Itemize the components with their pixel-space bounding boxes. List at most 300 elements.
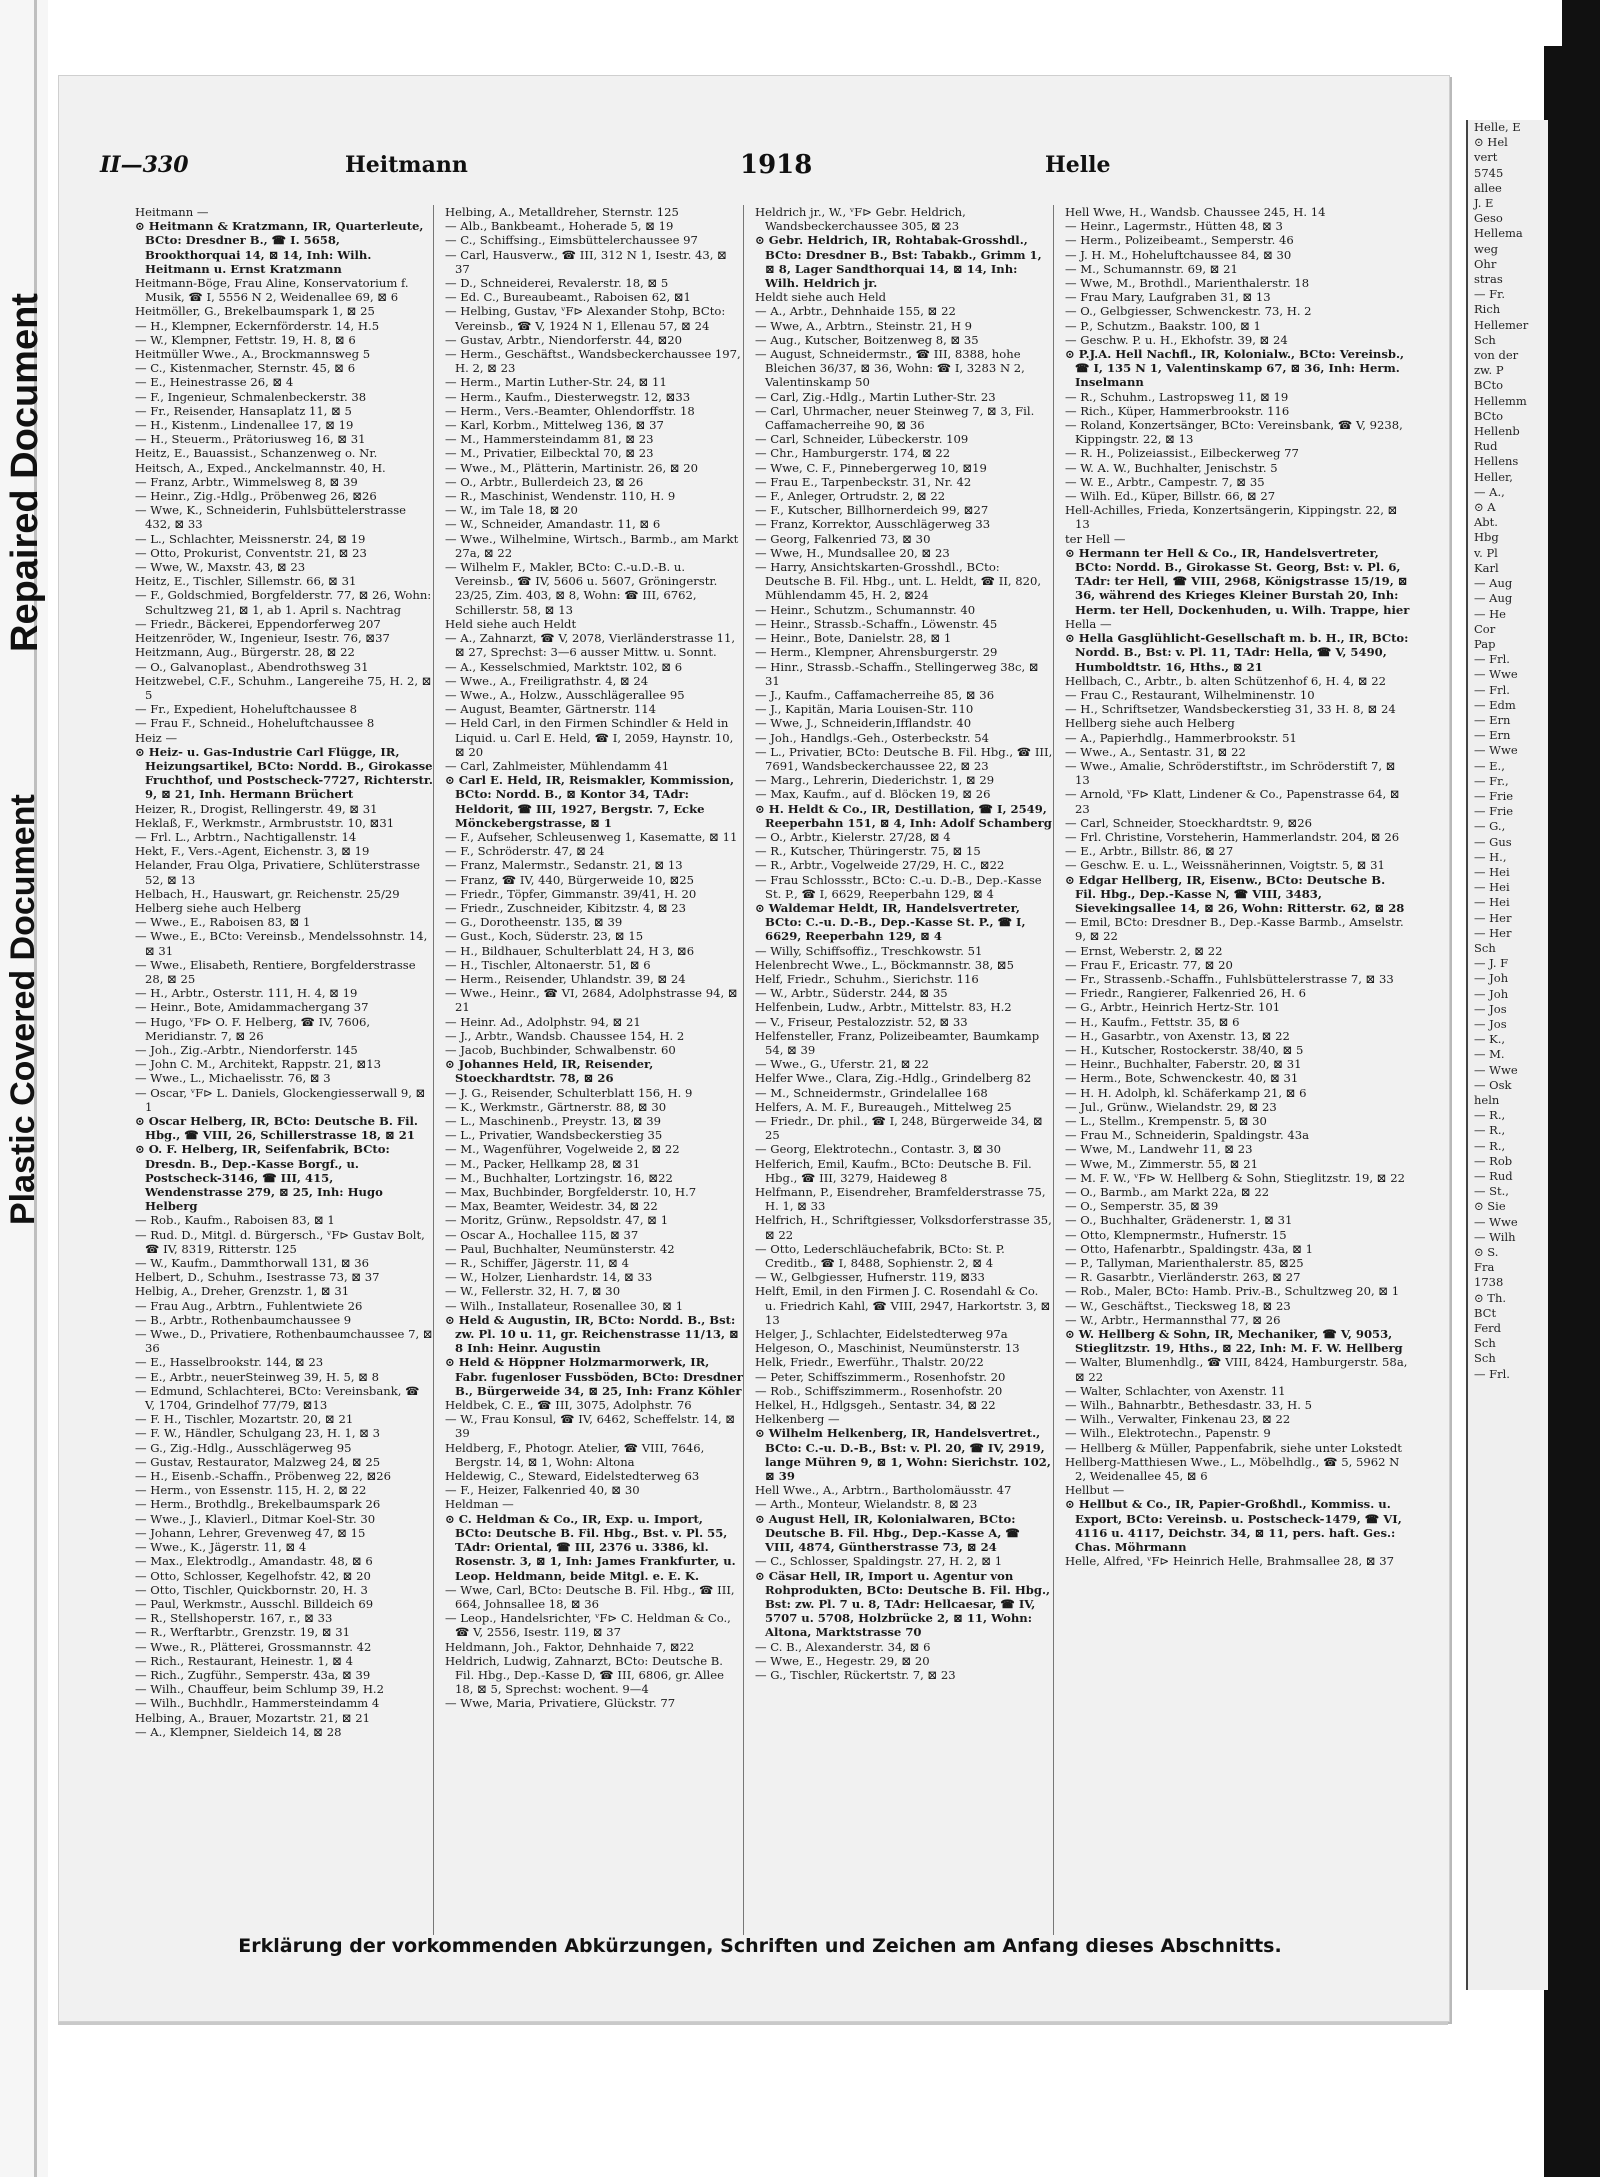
directory-entry: — O., Barmb., am Markt 22a, ⊠ 22	[1065, 1185, 1270, 1200]
directory-entry: — Frau E., Tarpenbeckstr. 31, Nr. 42	[755, 474, 972, 489]
directory-entry: — C. B., Alexanderstr. 34, ⊠ 6	[755, 1639, 931, 1654]
directory-entry: — E., Hasselbrookstr. 144, ⊠ 23	[135, 1355, 324, 1370]
directory-entry: Heitmann —	[135, 205, 209, 219]
directory-entry: — Wwe, K., Schneiderin, Fuhlsbüttelerstrasse 432, ⊠ 33	[135, 503, 407, 532]
directory-entry: — F., Kutscher, Billhornerdeich 99, ⊠27	[755, 503, 989, 518]
directory-entry: — P., Tallyman, Marienthalerstr. 85, ⊠25	[1065, 1256, 1304, 1271]
fragment-line: Karl	[1474, 560, 1499, 575]
directory-entry: ⊙ Oscar Helberg, IR, BCto: Deutsche B. Fil. Hbg., ☎ VIII, 26, Schillerstrasse 18, ⊠ 21	[135, 1114, 418, 1143]
directory-entry: Heldbek, C. E., ☎ III, 3075, Adolphstr. 76	[445, 1398, 692, 1413]
directory-entry: — Jacob, Buchbinder, Schwalbenstr. 60	[445, 1042, 676, 1057]
directory-entry: — R. H., Polizeiassist., Eilbeckerweg 77	[1065, 446, 1299, 461]
directory-entry: — H., Tischler, Altonaerstr. 51, ⊠ 6	[445, 957, 651, 972]
directory-entry: ⊙ Waldemar Heldt, IR, Handelsvertreter, BCto: C.-u. D.-B., Dep.-Kasse St. P., ☎ I, 6629, Reeperbahn 129, ⊠ 4	[755, 900, 1026, 944]
directory-entry: — E., Arbtr., neuerSteinweg 39, H. 5, ⊠ 8	[135, 1369, 379, 1384]
fragment-line: — Frie	[1474, 788, 1514, 803]
directory-entry: — M., Schneidermstr., Grindelallee 168	[755, 1085, 988, 1100]
directory-entry: — W., Fellerstr. 32, H. 7, ⊠ 30	[445, 1284, 621, 1299]
header-right-keyword: Helle	[1045, 152, 1111, 178]
directory-entry: ⊙ Held & Höppner Holzmarmorwerk, IR, Fabr. fugenloser Fussböden, BCto: Dresdner B., Bürgerweide 34, ⊠ 25, Inh: Franz Köhler	[445, 1355, 743, 1398]
directory-entry: — M., Wagenführer, Vogelweide 2, ⊠ 22	[445, 1142, 680, 1157]
directory-entry: — Franz, Malermstr., Sedanstr. 21, ⊠ 13	[445, 858, 683, 873]
directory-entry: — Max., Elektrodlg., Amandastr. 48, ⊠ 6	[135, 1554, 373, 1569]
directory-entry: Hellbach, C., Arbtr., b. alten Schützenhof 6, H. 4, ⊠ 22	[1065, 673, 1386, 688]
directory-entry: Helgeson, O., Maschinist, Neumünsterstr. 13	[755, 1341, 1020, 1356]
directory-entry: — W., Arbtr., Hermannsthal 77, ⊠ 26	[1065, 1312, 1281, 1327]
fragment-line: — St.,	[1474, 1184, 1509, 1199]
directory-entry: — R., Arbtr., Vogelweide 27/29, H. C., ⊠22	[755, 858, 1005, 873]
directory-entry: — Carl, Zahlmeister, Mühlendamm 41	[445, 758, 670, 773]
directory-entry: — W., Klempner, Fettstr. 19, H. 8, ⊠ 6	[135, 332, 356, 347]
directory-entry: — Frau C., Restaurant, Wilhelminenstr. 10	[1065, 687, 1315, 702]
directory-entry: — L., Schlachter, Meissnerstr. 24, ⊠ 19	[135, 531, 366, 546]
fragment-line: — Wwe	[1474, 1062, 1518, 1077]
directory-entry: — L., Privatier, Wandsbeckerstieg 35	[445, 1128, 663, 1143]
directory-entry: — Fr., Expedient, Hoheluftchaussee 8	[135, 702, 357, 717]
scan-dark-edge	[1544, 46, 1600, 2177]
directory-entry: Heldberg, F., Photogr. Atelier, ☎ VIII, 7646, Bergstr. 14, ⊠ 1, Wohn: Altona	[445, 1440, 705, 1469]
directory-entry: — M., Schumannstr. 69, ⊠ 21	[1065, 261, 1238, 276]
directory-entry: — Franz, ☎ IV, 440, Bürgerweide 10, ⊠25	[445, 872, 695, 887]
directory-entry: — Ernst, Weberstr. 2, ⊠ 22	[1065, 943, 1223, 958]
directory-entry: Heldman —	[445, 1497, 514, 1512]
directory-entry: — W., Arbtr., Süderstr. 244, ⊠ 35	[755, 986, 948, 1001]
directory-entry: — Leop., Handelsrichter, ᵛF⊳ C. Heldman & Co., ☎ V, 2556, Isestr. 119, ⊠ 37	[445, 1611, 731, 1640]
directory-entry: — Carl, Uhrmacher, neuer Steinweg 7, ⊠ 3, Fil. Caffamacherreihe 90, ⊠ 36	[755, 403, 1035, 433]
fragment-line: Hellenb	[1474, 424, 1520, 439]
directory-entry: Heitsch, A., Exped., Anckelmannstr. 40, H.	[135, 460, 386, 475]
fragment-line: — Her	[1474, 925, 1512, 940]
directory-entry: Helfensteller, Franz, Polizeibeamter, Baumkamp 54, ⊠ 39	[755, 1028, 1040, 1057]
directory-entry: — H., Kistenm., Lindenallee 17, ⊠ 19	[135, 418, 354, 433]
fragment-line: 5745	[1474, 165, 1504, 180]
directory-entry: — O., Semperstr. 35, ⊠ 39	[1065, 1199, 1219, 1214]
directory-entry: — O., Gelbgiesser, Schwenckestr. 73, H. 2	[1065, 304, 1312, 319]
directory-entry: ⊙ Johannes Held, IR, Reisender, Stoeckhardtstr. 78, ⊠ 26	[445, 1057, 654, 1086]
directory-entry: — Heinr., Lagermstr., Hütten 48, ⊠ 3	[1065, 219, 1283, 234]
directory-entry: — Otto, Klempnermstr., Hufnerstr. 15	[1065, 1227, 1287, 1242]
directory-entry: — Rud. D., Mitgl. d. Bürgersch., ᵛF⊳ Gustav Bolt, ☎ IV, 8319, Ritterstr. 125	[135, 1227, 425, 1256]
fragment-line: — Frl.	[1474, 682, 1510, 697]
fragment-line: — Wwe	[1474, 667, 1518, 682]
directory-entry: — F. W., Händler, Schulgang 23, H. 1, ⊠ 3	[135, 1426, 381, 1441]
directory-entry: — M., Buchhalter, Lortzingstr. 16, ⊠22	[445, 1170, 673, 1185]
directory-entry: — L., Maschinenb., Preystr. 13, ⊠ 39	[445, 1114, 661, 1128]
directory-entry: — Wilh., Installateur, Rosenallee 30, ⊠ 1	[445, 1298, 684, 1313]
directory-entry: — Franz, Korrektor, Ausschlägerweg 33	[755, 517, 991, 532]
page-number: II—330	[100, 152, 189, 178]
fragment-line: — E.,	[1474, 758, 1505, 773]
directory-entry: — Arnold, ᵛF⊳ Klatt, Lindener & Co., Papenstrasse 64, ⊠ 23	[1065, 787, 1400, 816]
directory-entry: — Rob., Maler, BCto: Hamb. Priv.-B., Schultzweg 20, ⊠ 1	[1065, 1284, 1400, 1299]
directory-entry: Helfmann, P., Eisendreher, Bramfelderstrasse 75, H. 1, ⊠ 33	[755, 1185, 1046, 1214]
directory-entry: Heizer, R., Drogist, Rellingerstr. 49, ⊠ 31	[135, 801, 378, 816]
directory-entry: — Carl, Schneider, Lübeckerstr. 109	[755, 432, 969, 447]
directory-entry: Helfer Wwe., Clara, Zig.-Hdlg., Grindelberg 82	[755, 1071, 1032, 1086]
directory-entry: Helle, Alfred, ᵛF⊳ Heinrich Helle, Brahmsallee 28, ⊠ 37	[1065, 1554, 1395, 1569]
directory-entry: — Carl, Hausverw., ☎ III, 312 N 1, Isestr. 43, ⊠ 37	[445, 247, 727, 276]
directory-entry: ⊙ C. Heldman & Co., IR, Exp. u. Import, BCto: Deutsche B. Fil. Hbg., Bst. v. Pl. 55, TAdr: Oriental, ☎ III, 2376 u. 3386, kl. Rosenstr. 3, ⊠ 1, Inh: James Frankfurter, u. Leop. Heldmann, beide Mitgl. e. E. K.	[445, 1511, 736, 1583]
fragment-line: — Gus	[1474, 834, 1512, 849]
directory-entry: — Marg., Lehrerin, Diederichstr. 1, ⊠ 29	[755, 773, 995, 788]
fragment-line: — Wilh	[1474, 1229, 1516, 1244]
directory-entry: — C., Schiffsing., Eimsbüttelerchaussee 97	[445, 233, 698, 248]
fragment-line: Pap	[1474, 636, 1496, 651]
fragment-line: J. E	[1474, 196, 1494, 211]
fragment-line: BCt	[1474, 1305, 1497, 1320]
fragment-line: Cor	[1474, 621, 1496, 636]
directory-entry: Helbach, H., Hauswart, gr. Reichenstr. 25/29	[135, 886, 400, 901]
fragment-line: 1738	[1474, 1275, 1504, 1290]
directory-entry: — Max, Beamter, Weidestr. 34, ⊠ 22	[445, 1199, 658, 1214]
directory-entry: — Wilh., Bahnarbtr., Bethesdastr. 33, H. 5	[1065, 1398, 1313, 1413]
fragment-line: — Aug	[1474, 576, 1513, 591]
directory-entry: ⊙ H. Heldt & Co., IR, Destillation, ☎ I, 2549, Reeperbahn 151, ⊠ 4, Inh: Adolf Schamberg	[755, 801, 1052, 830]
directory-entry: — Wwe, W., Maxstr. 43, ⊠ 23	[135, 560, 306, 575]
fragment-line: zw. P	[1474, 363, 1504, 378]
directory-entry: ⊙ Heiz- u. Gas-Industrie Carl Flügge, IR, Heizungsartikel, BCto: Nordd. B., Girokasse Fruchthof, und Postscheck-7727, Richterstr. 9, ⊠ 21, Inh. Hermann Brüchert	[135, 744, 433, 802]
directory-entry: — Frau M., Schneiderin, Spaldingstr. 43a	[1065, 1128, 1310, 1143]
directory-entry: — Hugo, ᵛF⊳ O. F. Helberg, ☎ IV, 7606, Meridianstr. 7, ⊠ 26	[135, 1014, 371, 1043]
fragment-line: Fra	[1474, 1260, 1495, 1275]
directory-entry: — A., Arbtr., Dehnhaide 155, ⊠ 22	[755, 304, 956, 319]
directory-entry: — Otto, Schlosser, Kegelhofstr. 42, ⊠ 20	[135, 1568, 371, 1583]
fragment-line: — He	[1474, 606, 1506, 621]
directory-entry: — Rich., Zugführ., Semperstr. 43a, ⊠ 39	[135, 1667, 371, 1682]
directory-entry: — Georg, Falkenried 73, ⊠ 30	[755, 531, 931, 546]
fragment-line: — J. F	[1474, 956, 1509, 971]
directory-entry: — W., im Tale 18, ⊠ 20	[445, 503, 578, 518]
fragment-line: — K.,	[1474, 1032, 1506, 1047]
directory-entry: — Wilh., Buchhdlr., Hammersteindamm 4	[135, 1696, 380, 1711]
directory-entry: Heitz, E., Tischler, Sillemstr. 66, ⊠ 31	[135, 574, 357, 589]
directory-entry: Helger, J., Schlachter, Eidelstedterweg 97a	[755, 1327, 1008, 1342]
directory-entry: — O., Arbtr., Kielerstr. 27/28, ⊠ 4	[755, 829, 951, 844]
directory-entry: — W., Schneider, Amandastr. 11, ⊠ 6	[445, 517, 661, 532]
fragment-line: — Frl.	[1474, 1366, 1510, 1381]
directory-entry: Held siehe auch Heldt	[445, 616, 577, 631]
directory-entry: — R., Maschinist, Wendenstr. 110, H. 9	[445, 489, 676, 504]
directory-entry: — Herm., Klempner, Ahrensburgerstr. 29	[755, 645, 998, 660]
fragment-line: heln	[1474, 1093, 1500, 1107]
directory-entry: — Otto, Hafenarbtr., Spaldingstr. 43a, ⊠ 1	[1065, 1241, 1314, 1256]
directory-entry: ⊙ August Hell, IR, Kolonialwaren, BCto: Deutsche B. Fil. Hbg., Dep.-Kasse A, ☎ VIII, 4874, Güntherstrasse 73, ⊠ 24	[755, 1511, 1020, 1555]
directory-entry: — M., Packer, Hellkamp 28, ⊠ 31	[445, 1156, 641, 1171]
directory-entry: — Wwe., Amalie, Schröderstiftstr., im Schröderstift 7, ⊠ 13	[1065, 758, 1396, 788]
fragment-line: — Edm	[1474, 697, 1516, 712]
directory-entry: — R., Kutscher, Thüringerstr. 75, ⊠ 15	[755, 844, 981, 859]
directory-entry: ⊙ Hermann ter Hell & Co., IR, Handelsvertreter, BCto: Nordd. B., Girokasse St. Georg, Bst: v. Pl. 6, TAdr: ter Hell, ☎ VIII, 2968, Königstrasse 15/19, ⊠ 36, während des Krieges Kleiner Burstah 20, Inh: Herm. ter Hell, Dockenhuden, u. Wilh. Trappe, hier	[1065, 545, 1410, 617]
directory-entry: Helk, Friedr., Ewerführ., Thalstr. 20/22	[755, 1355, 984, 1370]
directory-entry: — Heinr., Bote, Amidammachergang 37	[135, 1000, 369, 1015]
fragment-line: Sch	[1474, 940, 1496, 955]
directory-entry: — Wwe., G., Uferstr. 21, ⊠ 22	[755, 1057, 929, 1072]
directory-entry: — Frau Schlossstr., BCto: C.-u. D.-B., Dep.-Kasse St. P., ☎ I, 6629, Reeperbahn 129, ⊠ 4	[755, 872, 1042, 901]
directory-entry: Heldrich, Ludwig, Zahnarzt, BCto: Deutsche B. Fil. Hbg., Dep.-Kasse D, ☎ III, 6806, gr. Allee 18, ⊠ 5, Sprechst: wochent. 9—4	[445, 1653, 724, 1697]
directory-entry: — Frl. L., Arbtrn., Nachtigallenstr. 14	[135, 829, 357, 844]
directory-entry: — Held Carl, in den Firmen Schindler & Held in Liquid. u. Carl E. Held, ☎ I, 2059, Haynstr. 10, ⊠ 20	[445, 716, 734, 759]
directory-entry: — Fr., Strassenb.-Schaffn., Fuhlsbüttelerstrasse 7, ⊠ 33	[1065, 971, 1394, 986]
directory-column-2	[445, 205, 744, 1935]
page-header	[100, 150, 1440, 184]
directory-entry: — Heinr., Buchhalter, Faberstr. 20, ⊠ 31	[1065, 1057, 1302, 1072]
directory-entry: — C., Kistenmacher, Sternstr. 45, ⊠ 6	[135, 361, 356, 376]
fragment-line: — Hei	[1474, 895, 1510, 910]
directory-entry: — Geschw. P. u. H., Ekhofstr. 39, ⊠ 24	[1065, 332, 1288, 347]
fragment-line: Rud	[1474, 439, 1498, 454]
fragment-line: — Fr.,	[1474, 773, 1509, 788]
directory-entry: Hellberg siehe auch Helberg	[1065, 716, 1235, 731]
directory-entry: — A., Kesselschmied, Marktstr. 102, ⊠ 6	[445, 659, 683, 674]
directory-entry: — Carl, Zig.-Hdlg., Martin Luther-Str. 23	[755, 389, 996, 404]
directory-entry: — Wwe, J., Schneiderin,Ifflandstr. 40	[755, 716, 972, 731]
directory-entry: Heldewig, C., Steward, Eidelstedterweg 63	[445, 1469, 700, 1484]
directory-entry: — Wwe, A., Arbtrn., Steinstr. 21, H 9	[755, 318, 973, 333]
directory-entry: — M., Hammersteindamm 81, ⊠ 23	[445, 432, 654, 447]
directory-entry: Hella —	[1065, 616, 1112, 631]
directory-entry: — Helbing, Gustav, ᵛF⊳ Alexander Stohp, BCto: Vereinsb., ☎ V, 1924 N 1, Ellenau 57, ⊠ 24	[445, 304, 726, 333]
fragment-line: — Ern	[1474, 728, 1511, 743]
directory-entry: — Herm., Geschäftst., Wandsbeckerchaussee 197, H. 2, ⊠ 23	[445, 347, 741, 376]
directory-entry: — H., Schriftsetzer, Wandsbeckerstieg 31, 33 H. 8, ⊠ 24	[1065, 702, 1396, 717]
directory-entry: — Peter, Schiffszimmerm., Rosenhofstr. 20	[755, 1369, 1006, 1384]
directory-entry: — W., Kaufm., Dammthorwall 131, ⊠ 36	[135, 1256, 370, 1271]
directory-entry: — Wwe., Elisabeth, Rentiere, Borgfelderstrasse 28, ⊠ 25	[135, 957, 416, 986]
directory-entry: — O., Galvanoplast., Abendrothsweg 31	[135, 659, 369, 674]
fragment-line: — Frie	[1474, 804, 1514, 819]
directory-entry: — Frau Aug., Arbtrn., Fuhlentwiete 26	[135, 1298, 363, 1313]
directory-entry: Helberg siehe auch Helberg	[135, 900, 302, 915]
directory-entry: — J., Kaufm., Caffamacherreihe 85, ⊠ 36	[755, 687, 995, 702]
fragment-line: — Joh	[1474, 971, 1509, 986]
directory-column-1	[135, 205, 434, 1935]
fragment-line: — Her	[1474, 910, 1512, 925]
fragment-line: — Rob	[1474, 1153, 1513, 1168]
directory-entry: — Wilh., Verwalter, Finkenau 23, ⊠ 22	[1065, 1412, 1291, 1427]
directory-entry: ⊙ Edgar Hellberg, IR, Eisenw., BCto: Deutsche B. Fil. Hbg., Dep.-Kasse N, ☎ VIII, 3483, Sievekingsallee 14, ⊠ 26, Wohn: Ritterstr. 62, ⊠ 28	[1065, 872, 1405, 915]
directory-entry: — Wwe, M., Landwehr 11, ⊠ 23	[1065, 1142, 1253, 1157]
directory-entry: — Wwe, Carl, BCto: Deutsche B. Fil. Hbg., ☎ III, 664, Johnsallee 18, ⊠ 36	[445, 1582, 735, 1611]
repaired-document-label: Repaired Document	[4, 293, 46, 652]
fragment-line: v. Pl	[1474, 545, 1498, 560]
directory-entry: — Walter, Schlachter, von Axenstr. 11	[1065, 1383, 1286, 1398]
directory-entry: — Wwe, M., Brothdl., Marienthalerstr. 18	[1065, 276, 1310, 291]
directory-entry: — Wwe., M., Plätterin, Martinistr. 26, ⊠ 20	[445, 460, 699, 475]
directory-entry: Helbing, A., Brauer, Mozartstr. 21, ⊠ 21	[135, 1710, 371, 1725]
fragment-line: Geso	[1474, 211, 1503, 226]
directory-entry: Helft, Emil, in den Firmen J. C. Rosendahl & Co. u. Friedrich Kahl, ☎ VIII, 2947, Harkortstr. 3, ⊠ 13	[755, 1284, 1051, 1327]
directory-entry: — G., Tischler, Rückertstr. 7, ⊠ 23	[755, 1667, 956, 1682]
fragment-line: — Jos	[1474, 1001, 1507, 1016]
directory-entry: — Wwe., R., Plätterei, Grossmannstr. 42	[135, 1639, 372, 1654]
directory-entry: Heitzwebel, C.F., Schuhm., Langereihe 75, H. 2, ⊠ 5	[135, 673, 432, 702]
directory-entry: Hell-Achilles, Frieda, Konzertsängerin, Kippingstr. 22, ⊠ 13	[1065, 503, 1398, 532]
directory-entry: Heitmöller, G., Brekelbaumspark 1, ⊠ 25	[135, 304, 375, 319]
scan-dark-corner	[1562, 0, 1600, 46]
directory-entry: Hell Wwe, H., Wandsb. Chaussee 245, H. 14	[1065, 205, 1326, 219]
fragment-line: Hellema	[1474, 226, 1523, 241]
plastic-covered-label: Plastic Covered Document	[4, 794, 42, 1225]
directory-entry: — Franz, Arbtr., Wimmelsweg 8, ⊠ 39	[135, 474, 358, 489]
directory-entry: — Emil, BCto: Dresdner B., Dep.-Kasse Barmb., Amselstr. 9, ⊠ 22	[1065, 915, 1404, 944]
directory-entry: — Wwe., A., Sentastr. 31, ⊠ 22	[1065, 744, 1246, 759]
directory-entry: ⊙ Hellbut & Co., IR, Papier-Großhdl., Kommiss. u. Export, BCto: Vereinsb. u. Postscheck-1479, ☎ VI, 4116 u. 4117, Deichstr. 34, ⊠ 11, pers. haft. Ges.: Chas. Möhrmann	[1065, 1497, 1402, 1555]
directory-entry: — Wilh. Ed., Küper, Billstr. 66, ⊠ 27	[1065, 489, 1276, 504]
fragment-line: Heller,	[1474, 469, 1513, 484]
directory-entry: — O., Buchhalter, Grädenerstr. 1, ⊠ 31	[1065, 1213, 1293, 1228]
fragment-line: von der	[1474, 348, 1519, 363]
directory-entry: — Max, Buchbinder, Borgfelderstr. 10, H.7	[445, 1185, 697, 1200]
fragment-line: — G.,	[1474, 819, 1506, 834]
directory-entry: — R., Stellshoperstr. 167, r., ⊠ 33	[135, 1611, 333, 1626]
directory-entry: Helfenbein, Ludw., Arbtr., Mittelstr. 83, H.2	[755, 1000, 1012, 1015]
directory-entry: — R., Werftarbtr., Grenzstr. 19, ⊠ 31	[135, 1625, 351, 1640]
directory-entry: — Heinr., Schutzm., Schumannstr. 40	[755, 602, 976, 617]
directory-entry: Helbig, A., Dreher, Grenzstr. 1, ⊠ 31	[135, 1284, 350, 1299]
directory-entry: — Edmund, Schlachterei, BCto: Vereinsbank, ☎ V, 1704, Grindelhof 77/79, ⊠13	[135, 1383, 420, 1413]
directory-entry: Heitmüller Wwe., A., Brockmannsweg 5	[135, 347, 371, 362]
directory-entry: ⊙ Carl E. Held, IR, Reismakler, Kommission, BCto: Nordd. B., ⊠ Kontor 34, TAdr: Heldorit, ☎ III, 1927, Bergstr. 7, Ecke Mönckebergstrasse, ⊠ 1	[445, 773, 735, 830]
fragment-line: — Ern	[1474, 712, 1511, 727]
directory-entry: — W. A. W., Buchhalter, Jenischstr. 5	[1065, 460, 1278, 475]
directory-entry: — Carl, Schneider, Stoeckhardtstr. 9, ⊠26	[1065, 815, 1312, 830]
directory-entry: — Wwe., A., Holzw., Ausschlägerallee 95	[445, 687, 685, 702]
directory-entry: Heitzenröder, W., Ingenieur, Isestr. 76, ⊠37	[135, 631, 390, 646]
directory-entry: — M. F. W., ᵛF⊳ W. Hellberg & Sohn, Stieglitzstr. 19, ⊠ 22	[1065, 1170, 1405, 1185]
directory-entry: — Moritz, Grünw., Repsoldstr. 47, ⊠ 1	[445, 1213, 669, 1228]
fragment-line: allee	[1474, 180, 1502, 195]
abbreviation-note: Erklärung der vorkommenden Abkürzungen, Schriften und Zeichen am Anfang dieses Abschnitts.	[238, 1935, 1282, 1957]
fragment-line: Ohr	[1474, 256, 1497, 271]
document-side-label-strip	[0, 0, 48, 2177]
fragment-line: — Hei	[1474, 880, 1510, 895]
directory-entry: — F., Ingenieur, Schmalenbeckerstr. 38	[135, 389, 367, 404]
directory-entry: — Ed. C., Bureaubeamt., Raboisen 62, ⊠1	[445, 290, 691, 305]
directory-entry: — Frau F., Ericastr. 77, ⊠ 20	[1065, 957, 1233, 972]
directory-entry: Helf, Friedr., Schuhm., Sierichstr. 116	[755, 971, 979, 986]
directory-entry: Helfrich, H., Schriftgiesser, Volksdorferstrasse 35, ⊠ 22	[755, 1213, 1052, 1242]
directory-entry: — F. H., Tischler, Mozartstr. 20, ⊠ 21	[135, 1412, 354, 1427]
directory-entry: — Willy, Schiffsoffiz., Treschkowstr. 51	[755, 943, 983, 958]
directory-entry: — E., Heinestrasse 26, ⊠ 4	[135, 375, 294, 390]
directory-entry: Heklaß, F., Werkmstr., Armbruststr. 10, ⊠31	[135, 815, 395, 830]
fragment-line: — Wwe	[1474, 743, 1518, 758]
header-left-keyword: Heitmann	[345, 152, 468, 178]
directory-entry: — Herm., Kaufm., Diesterwegstr. 12, ⊠33	[445, 389, 691, 404]
fragment-line: ⊙ A	[1474, 500, 1496, 515]
directory-entry: Helander, Frau Olga, Privatiere, Schlüterstrasse 52, ⊠ 13	[135, 858, 421, 887]
fragment-line: Hellemm	[1474, 393, 1527, 408]
directory-entry: — Herm., Martin Luther-Str. 24, ⊠ 11	[445, 375, 667, 390]
directory-entry: — Joh., Handlgs.-Geh., Osterbeckstr. 54	[755, 730, 989, 745]
directory-entry: — H., Klempner, Eckernförderstr. 14, H.5	[135, 318, 380, 333]
fragment-line: Helle, E	[1474, 120, 1521, 134]
directory-entry: — Gustav, Arbtr., Niendorferstr. 44, ⊠20	[445, 332, 683, 347]
directory-entry: — Wwe., K., Jägerstr. 11, ⊠ 4	[135, 1540, 307, 1555]
fragment-line: ⊙ Hel	[1474, 135, 1508, 150]
directory-entry: — W., Gelbgiesser, Hufnerstr. 119, ⊠33	[755, 1270, 985, 1285]
fragment-line: — Jos	[1474, 1016, 1507, 1031]
directory-entry: — Heinr., Strassb.-Schaffn., Löwenstr. 45	[755, 616, 998, 631]
directory-entry: — Frl. Christine, Vorsteherin, Hammerlandstr. 204, ⊠ 26	[1065, 829, 1400, 844]
directory-entry: — H., Gasarbtr., von Axenstr. 13, ⊠ 22	[1065, 1028, 1290, 1043]
directory-entry: — Gust., Koch, Süderstr. 23, ⊠ 15	[445, 929, 644, 944]
directory-entry: — A., Klempner, Sieldeich 14, ⊠ 28	[135, 1724, 342, 1739]
directory-entry: — John C. M., Architekt, Rappstr. 21, ⊠13	[135, 1057, 382, 1072]
directory-entry: — A., Zahnarzt, ☎ V, 2078, Vierländerstrasse 11, ⊠ 27, Sprechst: 3—6 ausser Mittw. u. Sonnt.	[445, 631, 736, 660]
directory-entry: — Hinr., Strassb.-Schaffn., Stellingerweg 38c, ⊠ 31	[755, 659, 1039, 688]
directory-entry: — Jul., Grünw., Wielandstr. 29, ⊠ 23	[1065, 1099, 1277, 1114]
fragment-line: Hellens	[1474, 454, 1519, 469]
directory-entry: — Wwe., Wilhelmine, Wirtsch., Barmb., am Markt 27a, ⊠ 22	[445, 531, 739, 560]
directory-entry: — E., Arbtr., Billstr. 86, ⊠ 27	[1065, 844, 1234, 859]
directory-entry: — Heinr., Bote, Danielstr. 28, ⊠ 1	[755, 631, 952, 646]
directory-entry: — G., Dorotheenstr. 135, ⊠ 39	[445, 915, 623, 930]
directory-entry: — Alb., Bankbeamt., Hoherade 5, ⊠ 19	[445, 219, 674, 234]
directory-entry: Helfers, A. M. F., Bureaugeh., Mittelweg 25	[755, 1099, 1012, 1114]
directory-entry: — Wilh., Chauffeur, beim Schlump 39, H.2	[135, 1682, 384, 1697]
directory-entry: — Friedr., Zuschneider, Kibitzstr. 4, ⊠ 23	[445, 900, 686, 915]
directory-entry: — K., Werkmstr., Gärtnerstr. 88, ⊠ 30	[445, 1099, 667, 1114]
directory-entry: — O., Arbtr., Bullerdeich 23, ⊠ 26	[445, 474, 644, 489]
directory-entry: — Friedr., Rangierer, Falkenried 26, H. 6	[1065, 986, 1307, 1001]
directory-entry: — H. H. Adolph, kl. Schäferkamp 21, ⊠ 6	[1065, 1085, 1307, 1100]
directory-column-3	[755, 205, 1054, 1935]
directory-entry: — Paul, Buchhalter, Neumünsterstr. 42	[445, 1241, 675, 1256]
fragment-line: — A.,	[1474, 484, 1505, 499]
directory-entry: — Gustav, Restaurator, Malzweg 24, ⊠ 25	[135, 1454, 381, 1469]
directory-entry: — Wwe, M., Zimmerstr. 55, ⊠ 21	[1065, 1156, 1258, 1171]
directory-entry: — F., Schröderstr. 47, ⊠ 24	[445, 844, 605, 859]
directory-entry: — V., Friseur, Pestalozzistr. 52, ⊠ 33	[755, 1014, 968, 1029]
directory-entry: — Wwe., E., Raboisen 83, ⊠ 1	[135, 915, 311, 930]
directory-entry: — Frau Mary, Laufgraben 31, ⊠ 13	[1065, 290, 1271, 305]
next-page-fragment	[1466, 120, 1548, 1990]
directory-entry: — Herm., Brothdlg., Brekelbaumspark 26	[135, 1497, 381, 1512]
directory-entry: ⊙ W. Hellberg & Sohn, IR, Mechaniker, ☎ V, 9053, Stieglitzstr. 19, Hths., ⊠ 22, Inh: M. F. W. Hellberg	[1065, 1327, 1403, 1356]
page-bottom-edge	[58, 2022, 1448, 2025]
directory-entry: — Otto, Prokurist, Conventstr. 21, ⊠ 23	[135, 545, 367, 560]
directory-entry: Hellbut —	[1065, 1483, 1125, 1498]
directory-entry: Helbert, D., Schuhm., Isestrasse 73, ⊠ 37	[135, 1270, 380, 1285]
directory-entry: — W. E., Arbtr., Campestr. 7, ⊠ 35	[1065, 474, 1265, 489]
directory-entry: Heitmann-Böge, Frau Aline, Konservatorium f. Musik, ☎ I, 5556 N 2, Weidenallee 69, ⊠ 6	[135, 276, 409, 305]
directory-entry: ⊙ Cäsar Hell, IR, Import u. Agentur von Rohprodukten, BCto: Deutsche B. Fil. Hbg., Bst: zw. Pl. 7 u. 8, TAdr: Hellcaesar, ☎ IV, 5707 u. 5708, Holzbrücke 2, ⊠ 11, Wohn: Altona, Marktstrasse 70	[755, 1568, 1051, 1640]
fragment-line: Sch	[1474, 1336, 1496, 1351]
directory-entry: — Heinr., Zig.-Hdlg., Pröbenweg 26, ⊠26	[135, 489, 377, 504]
directory-entry: — Friedr., Bäckerei, Eppendorferweg 207	[135, 616, 381, 631]
fragment-line: — Rud	[1474, 1169, 1513, 1184]
directory-entry: — Rob., Schiffszimmerm., Rosenhofstr. 20	[755, 1383, 1003, 1398]
directory-entry: — L., Stellm., Krempenstr. 5, ⊠ 30	[1065, 1114, 1267, 1128]
directory-entry: — Heinr. Ad., Adolphstr. 94, ⊠ 21	[445, 1014, 641, 1029]
directory-entry: — Frau F., Schneid., Hoheluftchaussee 8	[135, 716, 375, 731]
directory-entry: — Paul, Werkmstr., Ausschl. Billdeich 69	[135, 1596, 374, 1611]
directory-entry: Helbing, A., Metalldreher, Sternstr. 125	[445, 205, 679, 219]
fragment-line: Sch	[1474, 332, 1496, 347]
fragment-line: — R.,	[1474, 1108, 1506, 1123]
directory-entry: — Herm., Polizeibeamt., Semperstr. 46	[1065, 233, 1294, 248]
directory-entry: Helenbrecht Wwe., L., Böckmannstr. 38, ⊠5	[755, 957, 1014, 972]
fragment-line: — Joh	[1474, 986, 1509, 1001]
directory-entry: — August, Schneidermstr., ☎ III, 8388, hohe Bleichen 36/37, ⊠ 36, Wohn: ☎ I, 3283 N 2, Valentinskamp 50	[755, 347, 1025, 390]
fragment-line: Hellemer	[1474, 317, 1529, 332]
directory-entry: — J. G., Reisender, Schulterblatt 156, H. 9	[445, 1085, 693, 1100]
directory-entry: — J. H. M., Hoheluftchaussee 84, ⊠ 30	[1065, 247, 1292, 262]
directory-entry: — Wwe., A., Freiligrathstr. 4, ⊠ 24	[445, 673, 649, 688]
directory-entry: — Herm., Bote, Schwenckestr. 40, ⊠ 31	[1065, 1071, 1299, 1086]
fragment-line: Hbg	[1474, 530, 1499, 545]
